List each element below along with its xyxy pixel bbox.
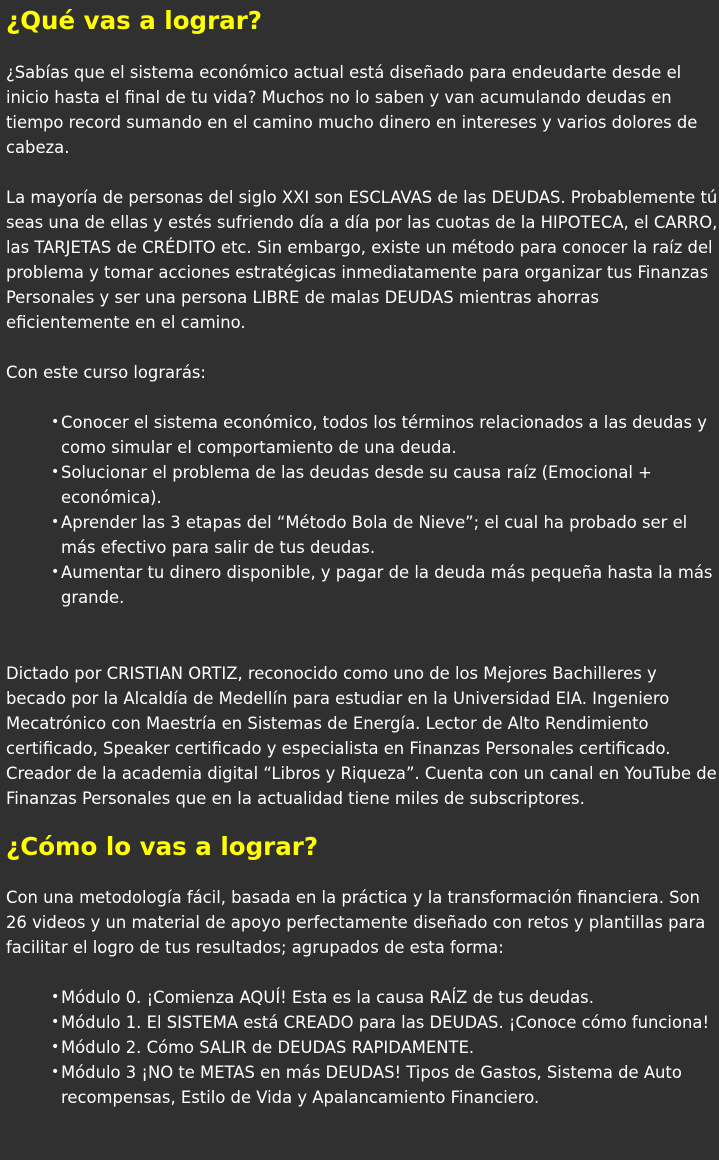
list-item: • Aumentar tu dinero disponible, y pagar de la deuda más pequeña hasta la más grande. (51, 560, 719, 610)
list-item: • Módulo 2. Cómo SALIR de DEUDAS RAPIDAMENTE. (51, 1035, 719, 1060)
list-item: • Módulo 3 ¡NO te METAS en más DEUDAS! Tipos de Gastos, Sistema de Auto recompensas, Estilo de Vida y Apalancamiento Financiero. (51, 1060, 719, 1110)
debt-paragraph: La mayoría de personas del siglo XXI son ESCLAVAS de las DEUDAS. Probablemente tú seas una de ellas y estés sufriendo día a día por las cuotas de la HIPOTECA, el CARRO, las TARJETAS de CRÉDITO etc. Sin embargo, existe un método para conocer la raíz del problema y tomar acciones estratégicas inmediatamente para organizar tus Finanzas Personales y ser una persona LIBRE de malas DEUDAS mientras ahorras eficientemente en el camino. (6, 188, 718, 332)
list-item: • Conocer el sistema económico, todos los términos relacionados a las deudas y como simular el comportamiento de una deuda. (51, 410, 719, 460)
intro-paragraph: ¿Sabías que el sistema económico actual está diseñado para endeudarte desde el inicio hasta el final de tu vida? Muchos no lo saben y van acumulando deudas en tiempo record sumando en el camino mucho dinero en intereses y varios dolores de cabeza. (6, 63, 698, 157)
modules-list (6, 985, 719, 1110)
benefits-list (6, 410, 719, 610)
list-intro: Con este curso lograrás: (6, 363, 206, 382)
list-item: • Solucionar el problema de las deudas desde su causa raíz (Emocional + económica). (51, 460, 719, 510)
instructor-paragraph: Dictado por CRISTIAN ORTIZ, reconocido como uno de los Mejores Bachilleres y becado por la Alcaldía de Medellín para estudiar en la Universidad EIA. Ingeniero Mecatrónico con Maestría en Sistemas de Energía. Lector de Alto Rendimiento certificado, Speaker certificado y especialista en Finanzas Personales certificado. Creador de la academia digital “Libros y Riqueza”. Cuenta con un canal en YouTube de Finanzas Personales que en la actualidad tiene miles de subscriptores. (6, 664, 717, 808)
list-item: • Módulo 0. ¡Comienza AQUÍ! Esta es la causa RAÍZ de tus deudas. (51, 985, 719, 1010)
list-item: • Módulo 1. El SISTEMA está CREADO para las DEUDAS. ¡Conoce cómo funciona! (51, 1010, 719, 1035)
list-item: • Aprender las 3 etapas del “Método Bola de Nieve”; el cual ha probado ser el más efectivo para salir de tus deudas. (51, 510, 719, 560)
section-heading-what: ¿Qué vas a lograr? (6, 6, 262, 35)
method-paragraph: Con una metodología fácil, basada en la práctica y la transformación financiera. Son 26 videos y un material de apoyo perfectamente diseñado con retos y plantillas para facilitar el logro de tus resultados; agrupados de esta forma: (6, 888, 706, 957)
section-heading-how: ¿Cómo lo vas a lograr? (6, 832, 319, 861)
